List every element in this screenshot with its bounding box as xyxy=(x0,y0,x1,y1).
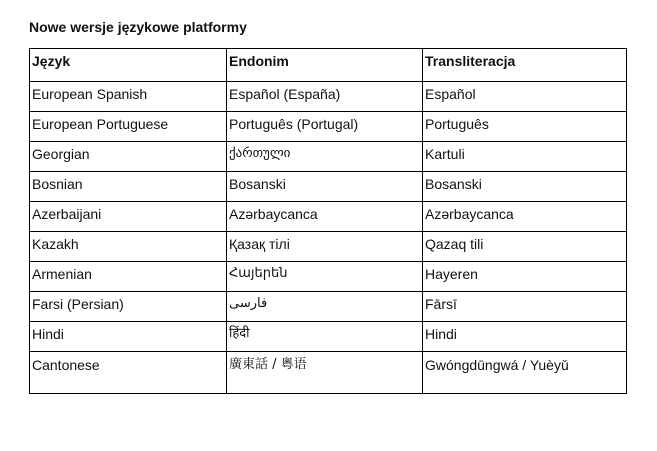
table-row xyxy=(30,352,627,394)
endonym-cell: Қазақ тілі xyxy=(227,232,423,262)
endonym-cell: Español (España) xyxy=(227,82,423,112)
language-cell: Georgian xyxy=(30,142,227,172)
language-cell: Farsi (Persian) xyxy=(30,292,227,322)
endonym-cell: Português (Portugal) xyxy=(227,112,423,142)
table-row xyxy=(30,322,627,352)
document-title: Nowe wersje językowe platformy xyxy=(29,19,247,35)
endonym-cell: 廣東話 / 粵语 xyxy=(227,352,423,394)
language-cell: Azerbaijani xyxy=(30,202,227,232)
transliteration-cell: Gwóngdūngwá / Yuèyǔ xyxy=(423,352,627,394)
endonym-cell: فارسی xyxy=(227,292,423,322)
table-row xyxy=(30,232,627,262)
table-row xyxy=(30,262,627,292)
endonym-cell: Azərbaycanca xyxy=(227,202,423,232)
column-header-language: Język xyxy=(30,49,227,82)
table-row xyxy=(30,112,627,142)
table-header-row xyxy=(30,49,627,82)
transliteration-cell: Hindi xyxy=(423,322,627,352)
languages-table xyxy=(29,48,627,394)
transliteration-cell: Bosanski xyxy=(423,172,627,202)
table-row xyxy=(30,202,627,232)
transliteration-cell: Português xyxy=(423,112,627,142)
table-row xyxy=(30,142,627,172)
endonym-cell: Bosanski xyxy=(227,172,423,202)
table-row xyxy=(30,292,627,322)
table-row xyxy=(30,82,627,112)
column-header-endonym: Endonim xyxy=(227,49,423,82)
transliteration-cell: Español xyxy=(423,82,627,112)
language-cell: Cantonese xyxy=(30,352,227,394)
language-cell: Bosnian xyxy=(30,172,227,202)
transliteration-cell: Azərbaycanca xyxy=(423,202,627,232)
language-cell: Hindi xyxy=(30,322,227,352)
transliteration-cell: Hayeren xyxy=(423,262,627,292)
language-cell: European Spanish xyxy=(30,82,227,112)
endonym-cell: ქართული xyxy=(227,142,423,172)
language-cell: Armenian xyxy=(30,262,227,292)
language-cell: Kazakh xyxy=(30,232,227,262)
table-row xyxy=(30,172,627,202)
transliteration-cell: Kartuli xyxy=(423,142,627,172)
transliteration-cell: Qazaq tili xyxy=(423,232,627,262)
endonym-cell: Հայերեն xyxy=(227,262,423,292)
transliteration-cell: Fārsī xyxy=(423,292,627,322)
endonym-cell: हिंदी xyxy=(227,322,423,352)
column-header-transliteration: Transliteracja xyxy=(423,49,627,82)
language-cell: European Portuguese xyxy=(30,112,227,142)
